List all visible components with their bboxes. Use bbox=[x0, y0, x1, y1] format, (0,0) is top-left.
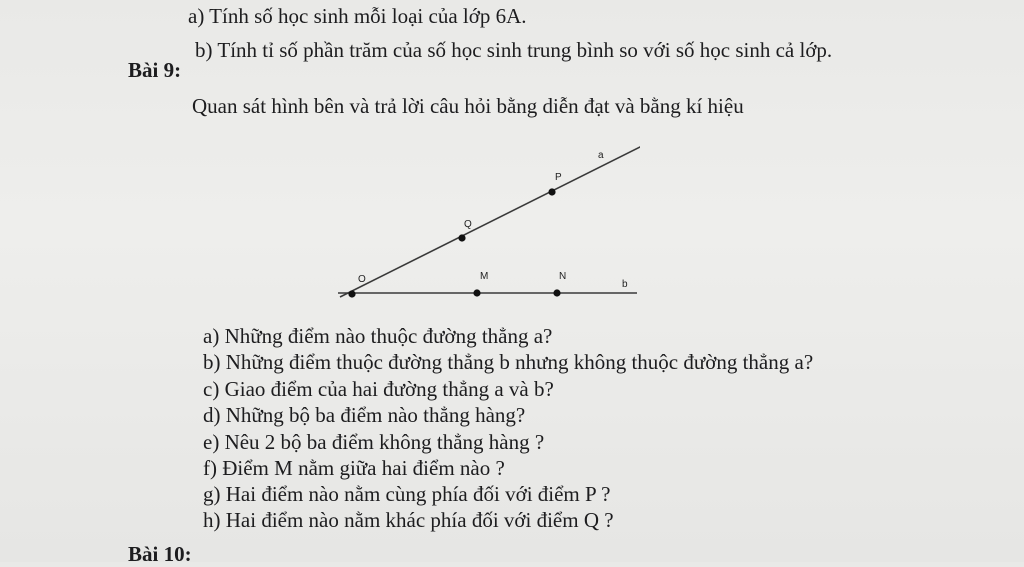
geometry-figure bbox=[330, 140, 640, 310]
point-n bbox=[553, 289, 560, 296]
point-p-label: P bbox=[555, 172, 562, 183]
line-a-label: a bbox=[598, 150, 604, 161]
point-o-label: O bbox=[358, 274, 366, 285]
question-c: c) Giao điểm của hai đường thẳng a và b? bbox=[203, 377, 554, 401]
point-p bbox=[548, 188, 555, 195]
question-b: b) Những điểm thuộc đường thẳng b nhưng không thuộc đường thẳng a? bbox=[203, 350, 814, 374]
question-d: d) Những bộ ba điểm nào thẳng hàng? bbox=[203, 403, 526, 427]
line-a bbox=[340, 146, 640, 297]
exercise-9-prompt: Quan sát hình bên và trả lời câu hỏi bằng diễn đạt và bằng kí hiệu bbox=[192, 94, 744, 118]
point-o bbox=[348, 290, 355, 297]
question-e: e) Nêu 2 bộ ba điểm không thẳng hàng ? bbox=[203, 430, 545, 454]
question-g: g) Hai điểm nào nằm cùng phía đối với điểm P ? bbox=[203, 482, 611, 506]
prev-item-a: a) Tính số học sinh mỗi loại của lớp 6A. bbox=[188, 4, 527, 28]
point-n-label: N bbox=[559, 271, 567, 282]
question-h: h) Hai điểm nào nằm khác phía đối với điểm Q ? bbox=[203, 508, 614, 532]
exercise-9-title: Bài 9: bbox=[128, 58, 182, 82]
point-q bbox=[458, 234, 465, 241]
point-q-label: Q bbox=[464, 219, 472, 230]
point-m bbox=[473, 289, 480, 296]
question-a: a) Những điểm nào thuộc đường thẳng a? bbox=[203, 324, 553, 348]
point-m-label: M bbox=[480, 271, 489, 282]
exercise-10-title: Bài 10: bbox=[128, 542, 192, 566]
line-b-label: b bbox=[622, 279, 628, 290]
question-f: f) Điểm M nằm giữa hai điểm nào ? bbox=[203, 456, 505, 480]
prev-item-b: b) Tính tỉ số phần trăm của số học sinh trung bình so với số học sinh cả lớp. bbox=[195, 38, 833, 62]
